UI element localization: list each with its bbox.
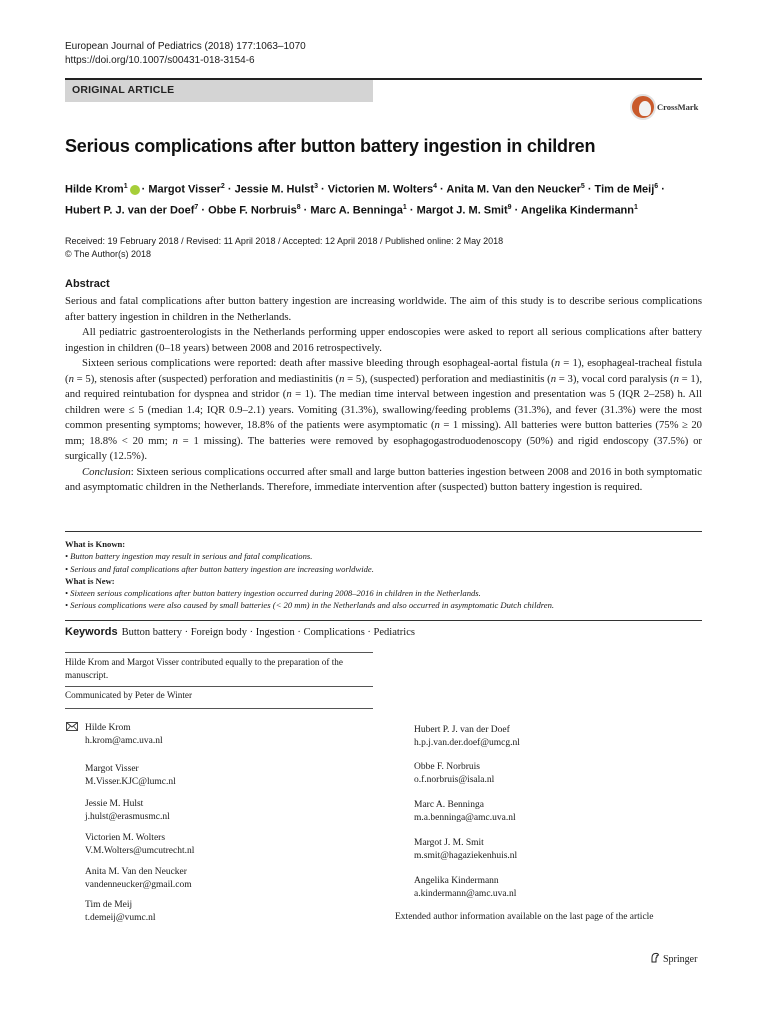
author-name: Anita M. Van den Neucker	[446, 183, 581, 196]
copyright-notice: © The Author(s) 2018	[65, 249, 152, 259]
publisher-logo	[650, 952, 697, 965]
abstract-purpose: Serious and fatal complications after button battery ingestion are increasing worldwide. The aim of this study is to describe serious complications after battery ingestion in children in the Netherlands.	[65, 295, 702, 323]
contact-entry	[414, 799, 516, 824]
contact-email[interactable]: V.M.Wolters@umcutrecht.nl	[85, 845, 195, 856]
contact-entry	[85, 866, 192, 891]
contact-email[interactable]: j.hulst@erasmusmc.nl	[85, 811, 170, 822]
contact-email[interactable]: a.kindermann@amc.uva.nl	[414, 888, 517, 899]
abstract-results: Sixteen serious complications were reported: death after massive bleeding through esophageal-aortal fistula (n = 1), esophageal-tracheal fistula (n = 5), stenosis after (suspected) perforation and mediastinitis (n = 5), (suspected) perforation and mediastinitis (n = 3), vocal cord paralysis (n = 1), and required reintubation for dyspnea and stridor (n = 1). The median time interval between ingestion and presentation was 5 (IQR 2–258) h. All children were ≤ 5 (median 1.4; IQR 0.9–2.1) years. Vomiting (31.3%), swallowing/feeding problems (31.3%), and fever (31.3%) were the most common presenting symptoms; however, 18.8% of the patients were asymptomatic (n = 1 missing). All batteries were button batteries (75% ≥ 20 mm; 18.8% < 20 mm; n = 1 missing). The batteries were removed by esophagogastroduodenoscopy (50%) and rigid endoscopy (37.5%) or surgically (12.5%).	[65, 357, 703, 462]
keywords	[65, 626, 415, 638]
known-heading: What is Known:	[65, 539, 126, 549]
key-points-box	[65, 538, 702, 612]
known-box-top-rule	[65, 531, 702, 532]
author-name: Hubert P. J. van der Doef	[65, 204, 195, 217]
abstract-body	[65, 294, 702, 496]
footnote-rule	[65, 708, 373, 709]
contact-email[interactable]: h.krom@amc.uva.nl	[85, 735, 163, 746]
contact-name: Jessie M. Hulst	[85, 799, 144, 809]
contact-email[interactable]: h.p.j.van.der.doef@umcg.nl	[414, 737, 520, 748]
crossmark-icon	[630, 94, 656, 120]
contact-entry	[85, 722, 163, 747]
contact-name: Margot J. M. Smit	[414, 838, 484, 848]
contact-entry	[85, 798, 170, 823]
contact-email[interactable]: m.a.benninga@amc.uva.nl	[414, 812, 516, 823]
journal-citation	[65, 40, 306, 68]
crossmark-badge[interactable]	[630, 94, 704, 122]
author-name: Victorien M. Wolters	[327, 183, 434, 196]
author-line-1: Hilde Krom$^1$ · Margot Visser$^2$ · Jessie M. Hulst$^3$ · Victorien M. Wolters$^4$ · Anita M. Van den Neucker$^5$ · Tim de Meij$^6$ ·	[65, 183, 665, 196]
new-item: • Serious complications were also caused by small batteries (< 20 mm) in the Netherlands and also occurred in asymptomatic Dutch children.	[65, 600, 555, 611]
abstract-heading: Abstract	[65, 278, 110, 290]
author-name: Margot Visser	[148, 183, 221, 196]
keywords-label: Keywords	[65, 626, 118, 638]
abstract-conclusion: Conclusion: Sixteen serious complications occurred after small and large button batteries ingestion between 2008 and 2016 in both symptomatic and asymptomatic children in the Netherlands. Therefore, immediate intervention after (suspected) button battery ingestion is required.	[65, 465, 702, 493]
contact-entry	[414, 837, 517, 862]
footnote-rule	[65, 686, 373, 687]
article-title: Serious complications after button battery ingestion in children	[65, 136, 596, 156]
known-item: • Button battery ingestion may result in serious and fatal complications.	[65, 551, 313, 562]
author-name: Margot J. M. Smit	[416, 204, 508, 217]
contribution-note: Hilde Krom and Margot Visser contributed equally to the preparation of the manuscript.	[65, 657, 343, 680]
contact-name: Hilde Krom	[85, 723, 131, 733]
contact-name: Tim de Meij	[85, 900, 133, 910]
doi-link[interactable]: https://doi.org/10.1007/s00431-018-3154-6	[65, 55, 255, 66]
communicated-by: Communicated by Peter de Winter	[65, 690, 193, 700]
publisher-name: Springer	[663, 954, 698, 965]
footnote-rule	[65, 652, 373, 653]
contact-name: Angelika Kindermann	[414, 876, 499, 886]
contact-entry	[85, 832, 194, 857]
contact-name: Hubert P. J. van der Doef	[414, 725, 510, 735]
author-list	[65, 178, 715, 219]
contact-entry	[414, 724, 520, 749]
new-item: • Sixteen serious complications after button battery ingestion occurred during 2008–2016 in children in the Netherlands.	[65, 588, 481, 599]
known-item: • Serious and fatal complications after button battery ingestion are increasing worldwide.	[65, 563, 374, 574]
contact-email[interactable]: m.smit@hagaziekenhuis.nl	[414, 850, 518, 861]
author-name: Angelika Kindermann	[520, 204, 634, 217]
author-name: Obbe F. Norbruis	[208, 204, 297, 217]
author-name: Marc A. Benninga	[310, 204, 403, 217]
contact-name: Marc A. Benninga	[414, 800, 484, 810]
contact-name: Victorien M. Wolters	[85, 833, 166, 843]
article-type-label: ORIGINAL ARTICLE	[72, 84, 175, 96]
author-line-2: Hubert P. J. van der Doef$^7$ · Obbe F. Norbruis$^8$ · Marc A. Benninga$^1$ · Margot J. M. Smit$^9$ · Angelika Kindermann$^1$	[65, 203, 638, 217]
contact-email[interactable]: M.Visser.KJC@lumc.nl	[85, 776, 176, 787]
contact-email[interactable]: t.demeij@vumc.nl	[85, 912, 156, 923]
keywords-list: Button battery · Foreign body · Ingestion · Complications · Pediatrics	[121, 627, 415, 638]
contact-name: Margot Visser	[85, 764, 139, 774]
envelope-icon	[66, 722, 78, 731]
extended-author-info-note: Extended author information available on the last page of the article	[395, 912, 654, 922]
contact-email[interactable]: vandenneucker@gmail.com	[85, 879, 192, 890]
contact-entry	[414, 761, 494, 786]
crossmark-label: CrossMark	[657, 102, 699, 112]
contact-email[interactable]: o.f.norbruis@isala.nl	[414, 774, 495, 785]
journal-reference: European Journal of Pediatrics (2018) 177:1063–1070	[65, 41, 306, 52]
springer-horse-icon	[650, 952, 660, 963]
author-name: Jessie M. Hulst	[234, 183, 315, 196]
new-heading: What is New:	[65, 575, 115, 586]
publication-dates: Received: 19 February 2018 / Revised: 11 April 2018 / Accepted: 12 April 2018 / Published online: 2 May 2018	[65, 236, 504, 246]
contact-entry	[85, 763, 176, 788]
contact-entry	[414, 875, 516, 900]
contact-name: Anita M. Van den Neucker	[85, 867, 187, 877]
author-name: Hilde Krom	[65, 183, 124, 196]
author-name: Tim de Meij	[594, 183, 655, 196]
contact-entry	[85, 899, 156, 924]
abstract-methods: All pediatric gastroenterologists in the Netherlands performing upper endoscopies were asked to report all serious complications after battery ingestion in children (0–18 years) between 2008 and 2016 retrospectively.	[65, 326, 702, 354]
known-box-bottom-rule	[65, 620, 702, 621]
contact-name: Obbe F. Norbruis	[414, 762, 480, 772]
orcid-icon[interactable]	[130, 185, 140, 195]
